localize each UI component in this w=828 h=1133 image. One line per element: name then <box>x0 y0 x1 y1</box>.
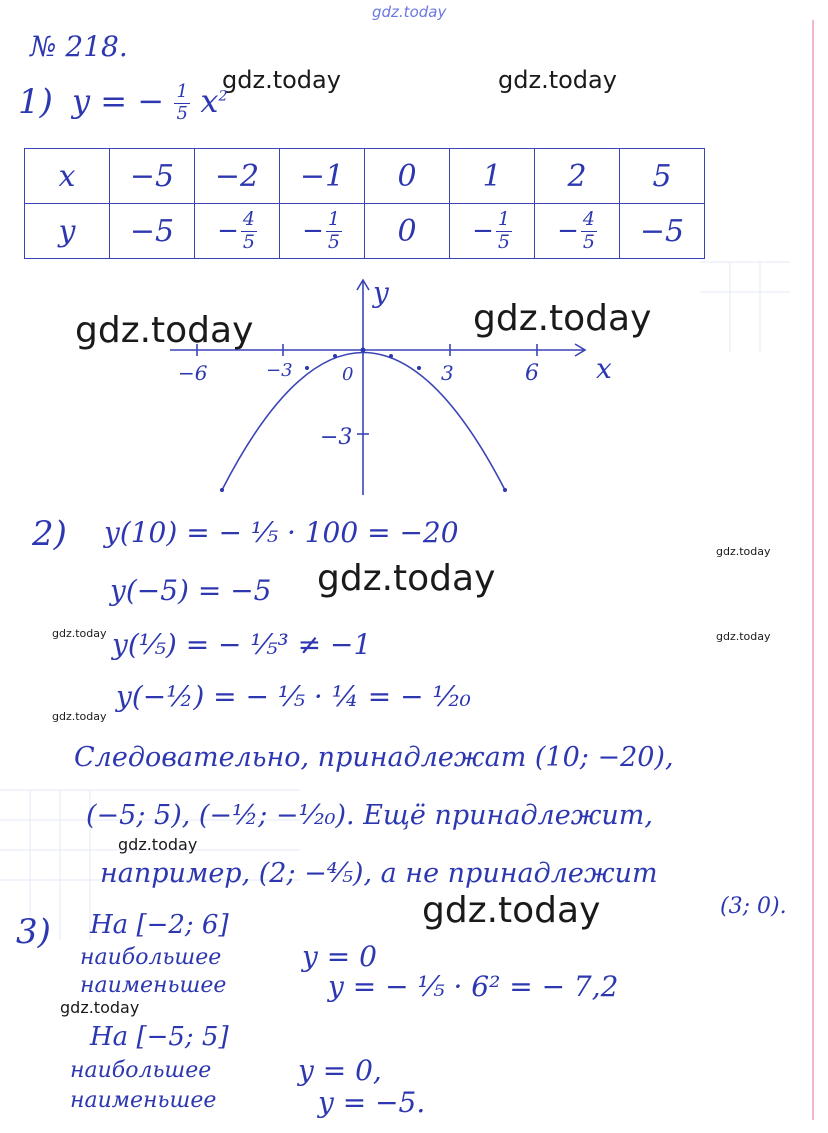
table-cell-y: −5 <box>620 204 705 259</box>
table-cell-x: 0 <box>365 149 450 204</box>
watermark: gdz.today <box>222 66 341 94</box>
y-axis-label: y <box>373 276 389 309</box>
conclusion-line: например, (2; −⁴⁄₅), а не принадлежит <box>100 858 658 889</box>
fraction-numerator: 4 <box>242 207 255 230</box>
watermark: gdz.today <box>75 310 254 351</box>
table-cell-x: 5 <box>620 149 705 204</box>
fraction-numerator: 4 <box>582 207 595 230</box>
watermark: gdz.today <box>60 998 140 1017</box>
part1-label: 1) <box>18 82 53 122</box>
function-exponent: 2 <box>218 88 228 105</box>
function-lhs: y = − <box>72 82 175 120</box>
table-cell-y: 0 <box>365 204 450 259</box>
x-tick-label: 0 <box>342 364 354 385</box>
fraction-denominator: 5 <box>497 230 510 253</box>
watermark: gdz.today <box>52 710 107 723</box>
table-cell-x: −1 <box>280 149 365 204</box>
watermark: gdz.today <box>422 890 601 931</box>
conclusion-line: (3; 0). <box>720 894 787 919</box>
calc-line: y(−½) = − ¹⁄₅ · ¼ = − ¹⁄₂₀ <box>116 680 471 713</box>
cell-sign: − <box>302 216 324 246</box>
table-cell-x: 1 <box>450 149 535 204</box>
fraction-numerator: 1 <box>497 207 510 230</box>
table-cell-x: −2 <box>195 149 280 204</box>
watermark: gdz.today <box>498 66 617 94</box>
table-cell-x: 2 <box>535 149 620 204</box>
y-tick-label: −3 <box>320 425 353 450</box>
watermark: gdz.today <box>716 630 771 643</box>
conclusion-line: (−5; 5), (−½; −¹⁄₂₀). Ещё принадлежит, <box>86 800 653 831</box>
watermark-top: gdz.today <box>372 3 447 21</box>
max-value: y = 0, <box>298 1054 382 1087</box>
parabola-graph <box>0 0 828 520</box>
interval: На [−5; 5] <box>90 1022 229 1052</box>
fraction-numerator: 1 <box>176 81 188 103</box>
cell-sign: − <box>557 216 579 246</box>
fraction-numerator: 1 <box>327 207 340 230</box>
watermark: gdz.today <box>716 545 771 558</box>
min-value: y = − ¹⁄₅ · 6² = − 7,2 <box>328 970 619 1003</box>
part2-label: 2) <box>32 514 67 554</box>
watermark: gdz.today <box>473 298 652 339</box>
part3-label: 3) <box>16 912 51 952</box>
watermark: gdz.today <box>317 558 496 599</box>
x-tick-label: 6 <box>525 361 539 386</box>
function-variable: x <box>200 82 219 120</box>
calc-line: y(¹⁄₅) = − ¹⁄₅³ ≠ −1 <box>112 628 372 661</box>
table-header-x: x <box>25 149 110 204</box>
min-value: y = −5. <box>318 1086 426 1119</box>
max-label: наибольшее <box>80 945 222 970</box>
table-cell-y: −5 <box>110 204 195 259</box>
conclusion-line: Следовательно, принадлежат (10; −20), <box>74 742 674 773</box>
watermark: gdz.today <box>118 835 198 854</box>
x-tick-label: −6 <box>178 361 208 385</box>
fraction-denominator: 5 <box>327 230 340 253</box>
fraction-denominator: 5 <box>242 230 255 253</box>
min-label: наименьшее <box>80 973 227 998</box>
problem-number: № 218. <box>30 30 128 63</box>
watermark: gdz.today <box>52 627 107 640</box>
cell-sign: − <box>472 216 494 246</box>
x-axis-label: x <box>596 352 612 385</box>
max-label: наибольшее <box>70 1058 212 1083</box>
x-tick-label: −3 <box>266 360 293 381</box>
calc-line: y(10) = − ¹⁄₅ · 100 = −20 <box>104 516 459 549</box>
table-header-y: y <box>25 204 110 259</box>
min-label: наименьшее <box>70 1088 217 1113</box>
calc-line: y(−5) = −5 <box>110 574 272 607</box>
fraction-denominator: 5 <box>176 103 188 124</box>
table-cell-x: −5 <box>110 149 195 204</box>
x-tick-label: 3 <box>441 361 454 385</box>
max-value: y = 0 <box>302 940 377 973</box>
interval: На [−2; 6] <box>90 910 229 940</box>
fraction-denominator: 5 <box>582 230 595 253</box>
cell-sign: − <box>217 216 239 246</box>
